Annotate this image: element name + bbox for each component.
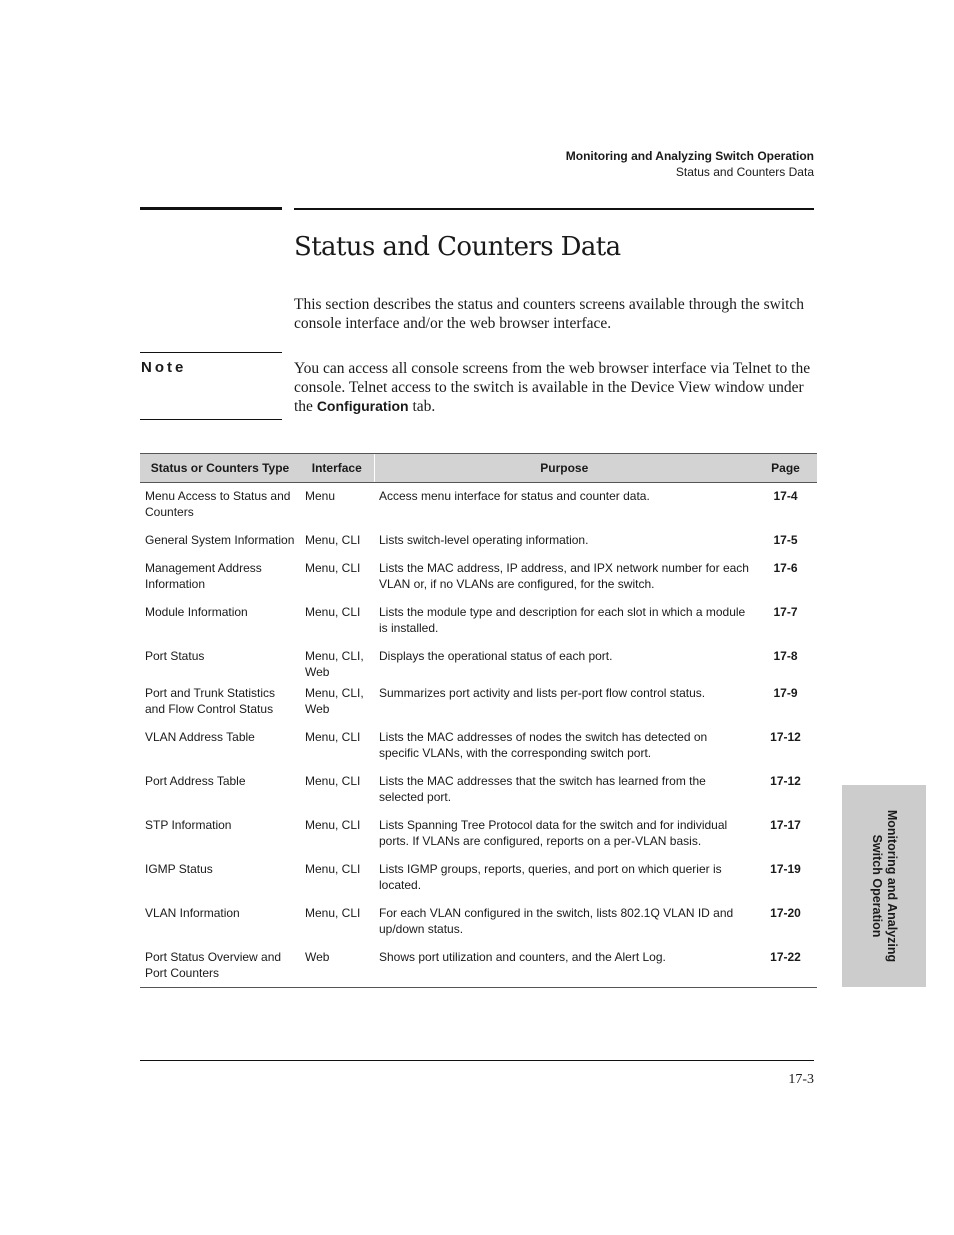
running-head	[566, 148, 814, 180]
cell-purpose: Lists IGMP groups, reports, queries, and port on which querier is located.	[379, 861, 722, 892]
cell-interface: Menu, CLI	[305, 905, 361, 920]
note-rule-bottom	[140, 419, 282, 420]
table-header-row	[140, 454, 817, 483]
table-row	[140, 599, 817, 643]
footer-rule	[140, 1060, 814, 1061]
cell-page: 17-5	[773, 532, 798, 547]
cell-interface: Menu, CLI	[305, 729, 361, 744]
cell-interface: Menu	[305, 489, 336, 503]
cell-purpose: Lists the MAC addresses of nodes the switch has detected on specific VLANs, with the corresponding switch port.	[379, 729, 708, 760]
note-text-after: tab.	[408, 398, 436, 415]
cell-interface: Menu, CLI, Web	[305, 648, 364, 679]
cell-type: General System Information	[145, 532, 295, 547]
note-text-before: You can access all console screens from the web browser interface via Telnet to the console. Telnet access to the switch is available in the Device View window under the	[294, 360, 811, 415]
table-row	[140, 856, 817, 900]
cell-interface: Menu, CLI	[305, 817, 361, 832]
page-number: 17-3	[788, 1072, 814, 1087]
note-rule-top	[140, 352, 282, 353]
note-bold-term: Configuration	[316, 398, 409, 414]
cell-type: Port Address Table	[145, 773, 246, 788]
cell-type: Port and Trunk Statistics and Flow Control Status	[145, 685, 276, 716]
cell-page: 17-6	[773, 560, 798, 575]
cell-type: Management Address Information	[145, 560, 262, 591]
page-title: Status and Counters Data	[294, 232, 621, 262]
table-row	[140, 944, 817, 988]
thumb-tab-label	[869, 810, 899, 962]
cell-interface: Menu, CLI, Web	[305, 685, 364, 716]
cell-purpose: Lists the MAC addresses that the switch has learned from the selected port.	[379, 773, 706, 804]
intro-paragraph: This section describes the status and counters screens available through the switch console interface and/or the web browser interface.	[294, 296, 805, 332]
thumb-tab-line-1: Monitoring and Analyzing	[885, 809, 899, 963]
cell-page: 17-7	[773, 604, 798, 619]
cell-purpose: Lists Spanning Tree Protocol data for the switch and for individual ports. If VLANs are configured, reports on a per-VLAN basis.	[379, 817, 728, 848]
cell-interface: Menu, CLI	[305, 604, 361, 619]
header-type: Status or Counters Type	[140, 454, 300, 483]
running-head-section: Status and Counters Data	[675, 165, 814, 179]
table-row	[140, 812, 817, 856]
title-rule-left	[140, 207, 282, 210]
table-row	[140, 900, 817, 944]
header-page: Page	[754, 454, 817, 483]
cell-type: Port Status	[145, 648, 205, 663]
table-row	[140, 643, 817, 680]
cell-purpose: For each VLAN configured in the switch, lists 802.1Q VLAN ID and up/down status.	[379, 905, 734, 936]
cell-page: 17-8	[773, 648, 798, 663]
cell-purpose: Lists switch-level operating information.	[379, 532, 589, 547]
cell-page: 17-12	[770, 729, 801, 744]
cell-type: Port Status Overview and Port Counters	[140, 944, 300, 988]
header-interface: Interface	[300, 454, 374, 483]
table-row	[140, 527, 817, 555]
cell-type: IGMP Status	[145, 861, 213, 876]
cell-page: 17-9	[773, 685, 798, 700]
title-rule-right	[294, 208, 814, 210]
cell-purpose: Displays the operational status of each port.	[379, 648, 613, 663]
header-purpose: Purpose	[374, 454, 754, 483]
cell-interface: Menu, CLI	[305, 532, 361, 547]
cell-interface: Web	[300, 944, 374, 988]
cell-type: Module Information	[145, 604, 248, 619]
note-label: Note	[141, 359, 187, 376]
chapter-thumb-tab	[842, 785, 926, 987]
table-row	[140, 483, 817, 527]
cell-type: STP Information	[145, 817, 232, 832]
cell-page: 17-22	[754, 944, 817, 988]
cell-page: 17-20	[770, 905, 801, 920]
note-text	[294, 359, 816, 416]
cell-page: 17-4	[773, 489, 798, 503]
cell-interface: Menu, CLI	[305, 773, 361, 788]
cell-interface: Menu, CLI	[305, 560, 361, 575]
cell-page: 17-12	[770, 773, 801, 788]
status-counters-table	[140, 453, 817, 988]
cell-purpose: Lists the MAC address, IP address, and IPX network number for each VLAN or, if no VLANs are configured, for the switch.	[379, 560, 749, 591]
cell-interface: Menu, CLI	[305, 861, 361, 876]
cell-type: VLAN Information	[145, 905, 240, 920]
cell-page: 17-19	[770, 861, 801, 876]
table-row	[140, 768, 817, 812]
table-row	[140, 555, 817, 599]
cell-purpose: Lists the module type and description for each slot in which a module is installed.	[379, 604, 746, 635]
thumb-tab-line-2: Switch Operation	[870, 834, 884, 938]
table-row	[140, 680, 817, 724]
cell-purpose: Access menu interface for status and counter data.	[379, 489, 650, 503]
running-head-chapter: Monitoring and Analyzing Switch Operation	[565, 149, 814, 163]
table-row	[140, 724, 817, 768]
cell-type: Menu Access to Status and Counters	[145, 489, 291, 519]
cell-purpose: Shows port utilization and counters, and the Alert Log.	[374, 944, 754, 988]
cell-type: VLAN Address Table	[145, 729, 255, 744]
cell-page: 17-17	[770, 817, 801, 832]
cell-purpose: Summarizes port activity and lists per-port flow control status.	[379, 685, 706, 700]
